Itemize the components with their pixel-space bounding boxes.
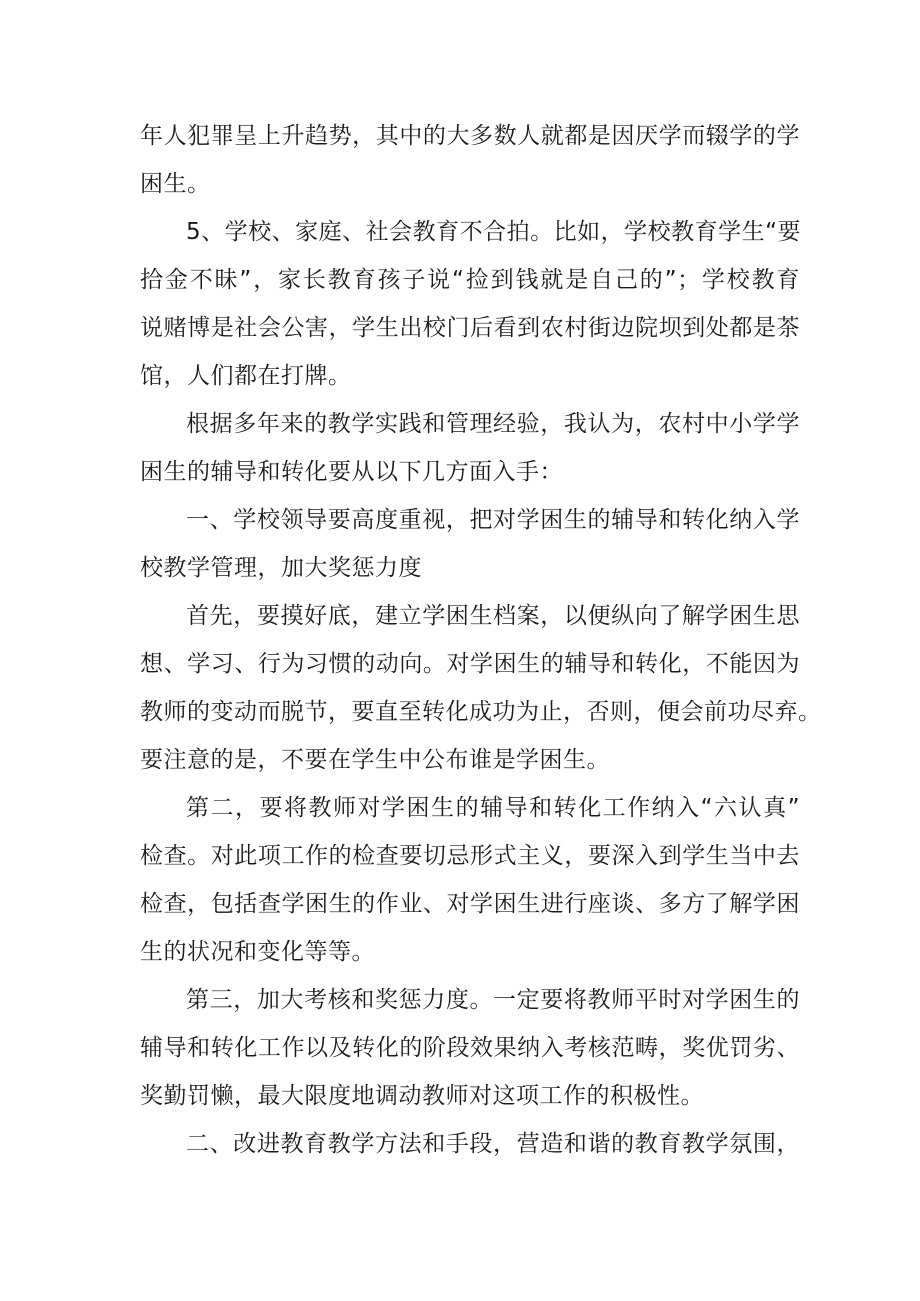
section-heading-line: 校教学管理，加大奖惩力度: [140, 555, 422, 581]
paragraph-line: 教师的变动而脱节，要直至转化成功为止，否则，便会前功尽弃。: [140, 699, 822, 725]
paragraph-line: 根据多年来的教学实践和管理经验，我认为，农村中小学学: [186, 411, 800, 437]
section-heading-line: 二、改进教育教学方法和手段，营造和谐的教育教学氛围，: [186, 1131, 800, 1157]
paragraph-line: 困生。: [140, 171, 211, 197]
paragraph-line: 5、学校、家庭、社会教育不合拍。比如，学校教育学生“要: [186, 219, 802, 245]
paragraph-line: 困生的辅导和转化要从以下几方面入手：: [140, 459, 563, 485]
section-heading-line: 一、学校领导要高度重视，把对学困生的辅导和转化纳入学: [186, 507, 800, 533]
paragraph-line: 第三，加大考核和奖惩力度。一定要将教师平时对学困生的: [186, 987, 800, 1013]
paragraph-line: 拾金不昧”，家长教育孩子说“捡到钱就是自己的”；学校教育: [140, 267, 800, 293]
paragraph-line: 馆，人们都在打牌。: [140, 363, 352, 389]
paragraph-line: 检查，包括查学困生的作业、对学困生进行座谈、多方了解学困: [140, 891, 800, 917]
paragraph-line: 奖勤罚懒，最大限度地调动教师对这项工作的积极性。: [140, 1083, 704, 1109]
paragraph-line: 生的状况和变化等等。: [140, 939, 375, 965]
paragraph-line: 说赌博是社会公害，学生出校门后看到农村街边院坝到处都是茶: [140, 315, 800, 341]
paragraph-line: 要注意的是，不要在学生中公布谁是学困生。: [140, 747, 610, 773]
paragraph-line: 想、学习、行为习惯的动向。对学困生的辅导和转化，不能因为: [140, 651, 800, 677]
paragraph-line: 首先，要摸好底，建立学困生档案，以便纵向了解学困生思: [186, 603, 800, 629]
paragraph-line: 检查。对此项工作的检查要切忌形式主义，要深入到学生当中去: [140, 843, 800, 869]
paragraph-line: 辅导和转化工作以及转化的阶段效果纳入考核范畴，奖优罚劣、: [140, 1035, 800, 1061]
paragraph-line: 年人犯罪呈上升趋势，其中的大多数人就都是因厌学而辍学的学: [140, 123, 800, 149]
paragraph-line: 第二，要将教师对学困生的辅导和转化工作纳入“六认真”: [186, 795, 800, 821]
